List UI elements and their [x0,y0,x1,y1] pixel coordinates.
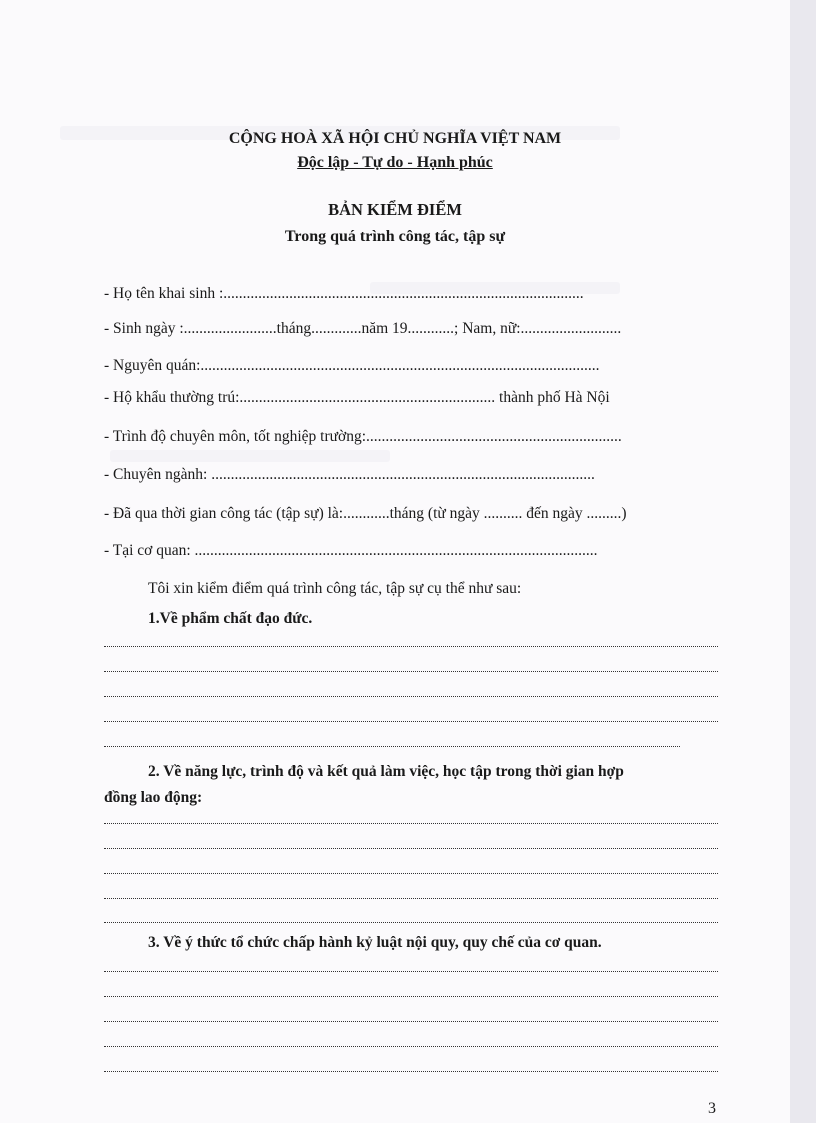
write-line[interactable] [104,896,718,899]
field-education[interactable]: - Trình độ chuyên môn, tốt nghiệp trường:.................................................................. [104,428,622,445]
field-full-name[interactable]: - Họ tên khai sinh :............................................................................................. [104,285,584,302]
write-line[interactable] [104,969,718,972]
field-work-period[interactable]: - Đã qua thời gian công tác (tập sự) là:............tháng (từ ngày .......... đến ngày .........) [104,505,627,522]
page-edge [790,0,816,1123]
write-line[interactable] [104,644,718,647]
section-3-heading: 3. Về ý thức tổ chức chấp hành kỷ luật nội quy, quy chế của cơ quan. [148,934,602,951]
section-2-heading: 2. Về năng lực, trình độ và kết quả làm việc, học tập trong thời gian hợp [148,763,624,780]
field-agency[interactable]: - Tại cơ quan: ........................................................................................................ [104,542,598,559]
write-line[interactable] [104,871,718,874]
section-2-heading-cont: đồng lao động: [104,789,203,806]
write-line[interactable] [104,719,718,722]
field-residence[interactable]: - Hộ khẩu thường trú:.................................................................. thành phố Hà Nội [104,389,610,406]
intro-text: Tôi xin kiểm điểm quá trình công tác, tập sự cụ thể như sau: [148,580,522,597]
write-line[interactable] [104,669,718,672]
write-line[interactable] [104,920,718,923]
write-line[interactable] [104,694,718,697]
write-line[interactable] [104,1044,718,1047]
write-line[interactable] [104,1069,718,1072]
write-line[interactable] [104,1019,718,1022]
motto: Độc lập - Tự do - Hạnh phúc [297,154,493,171]
page-number: 3 [708,1100,716,1117]
write-line[interactable] [104,994,718,997]
bleed-through-mark [110,450,390,462]
write-line[interactable] [104,846,718,849]
field-hometown[interactable]: - Nguyên quán:....................................................................................................... [104,357,600,374]
motto-wrap [0,154,790,172]
nation-header: CỘNG HOÀ XÃ HỘI CHỦ NGHĨA VIỆT NAM [228,130,562,147]
write-line[interactable] [104,744,680,747]
field-major[interactable]: - Chuyên ngành: ................................................................................................... [104,466,595,483]
write-line[interactable] [104,821,718,824]
document-subtitle: Trong quá trình công tác, tập sự [284,228,506,245]
section-1-heading: 1.Về phẩm chất đạo đức. [148,610,313,627]
document-title: BẢN KIỂM ĐIỂM [328,200,462,219]
field-birth-date[interactable]: - Sinh ngày :........................tháng.............năm 19............; Nam, nữ:.......................... [104,320,622,337]
